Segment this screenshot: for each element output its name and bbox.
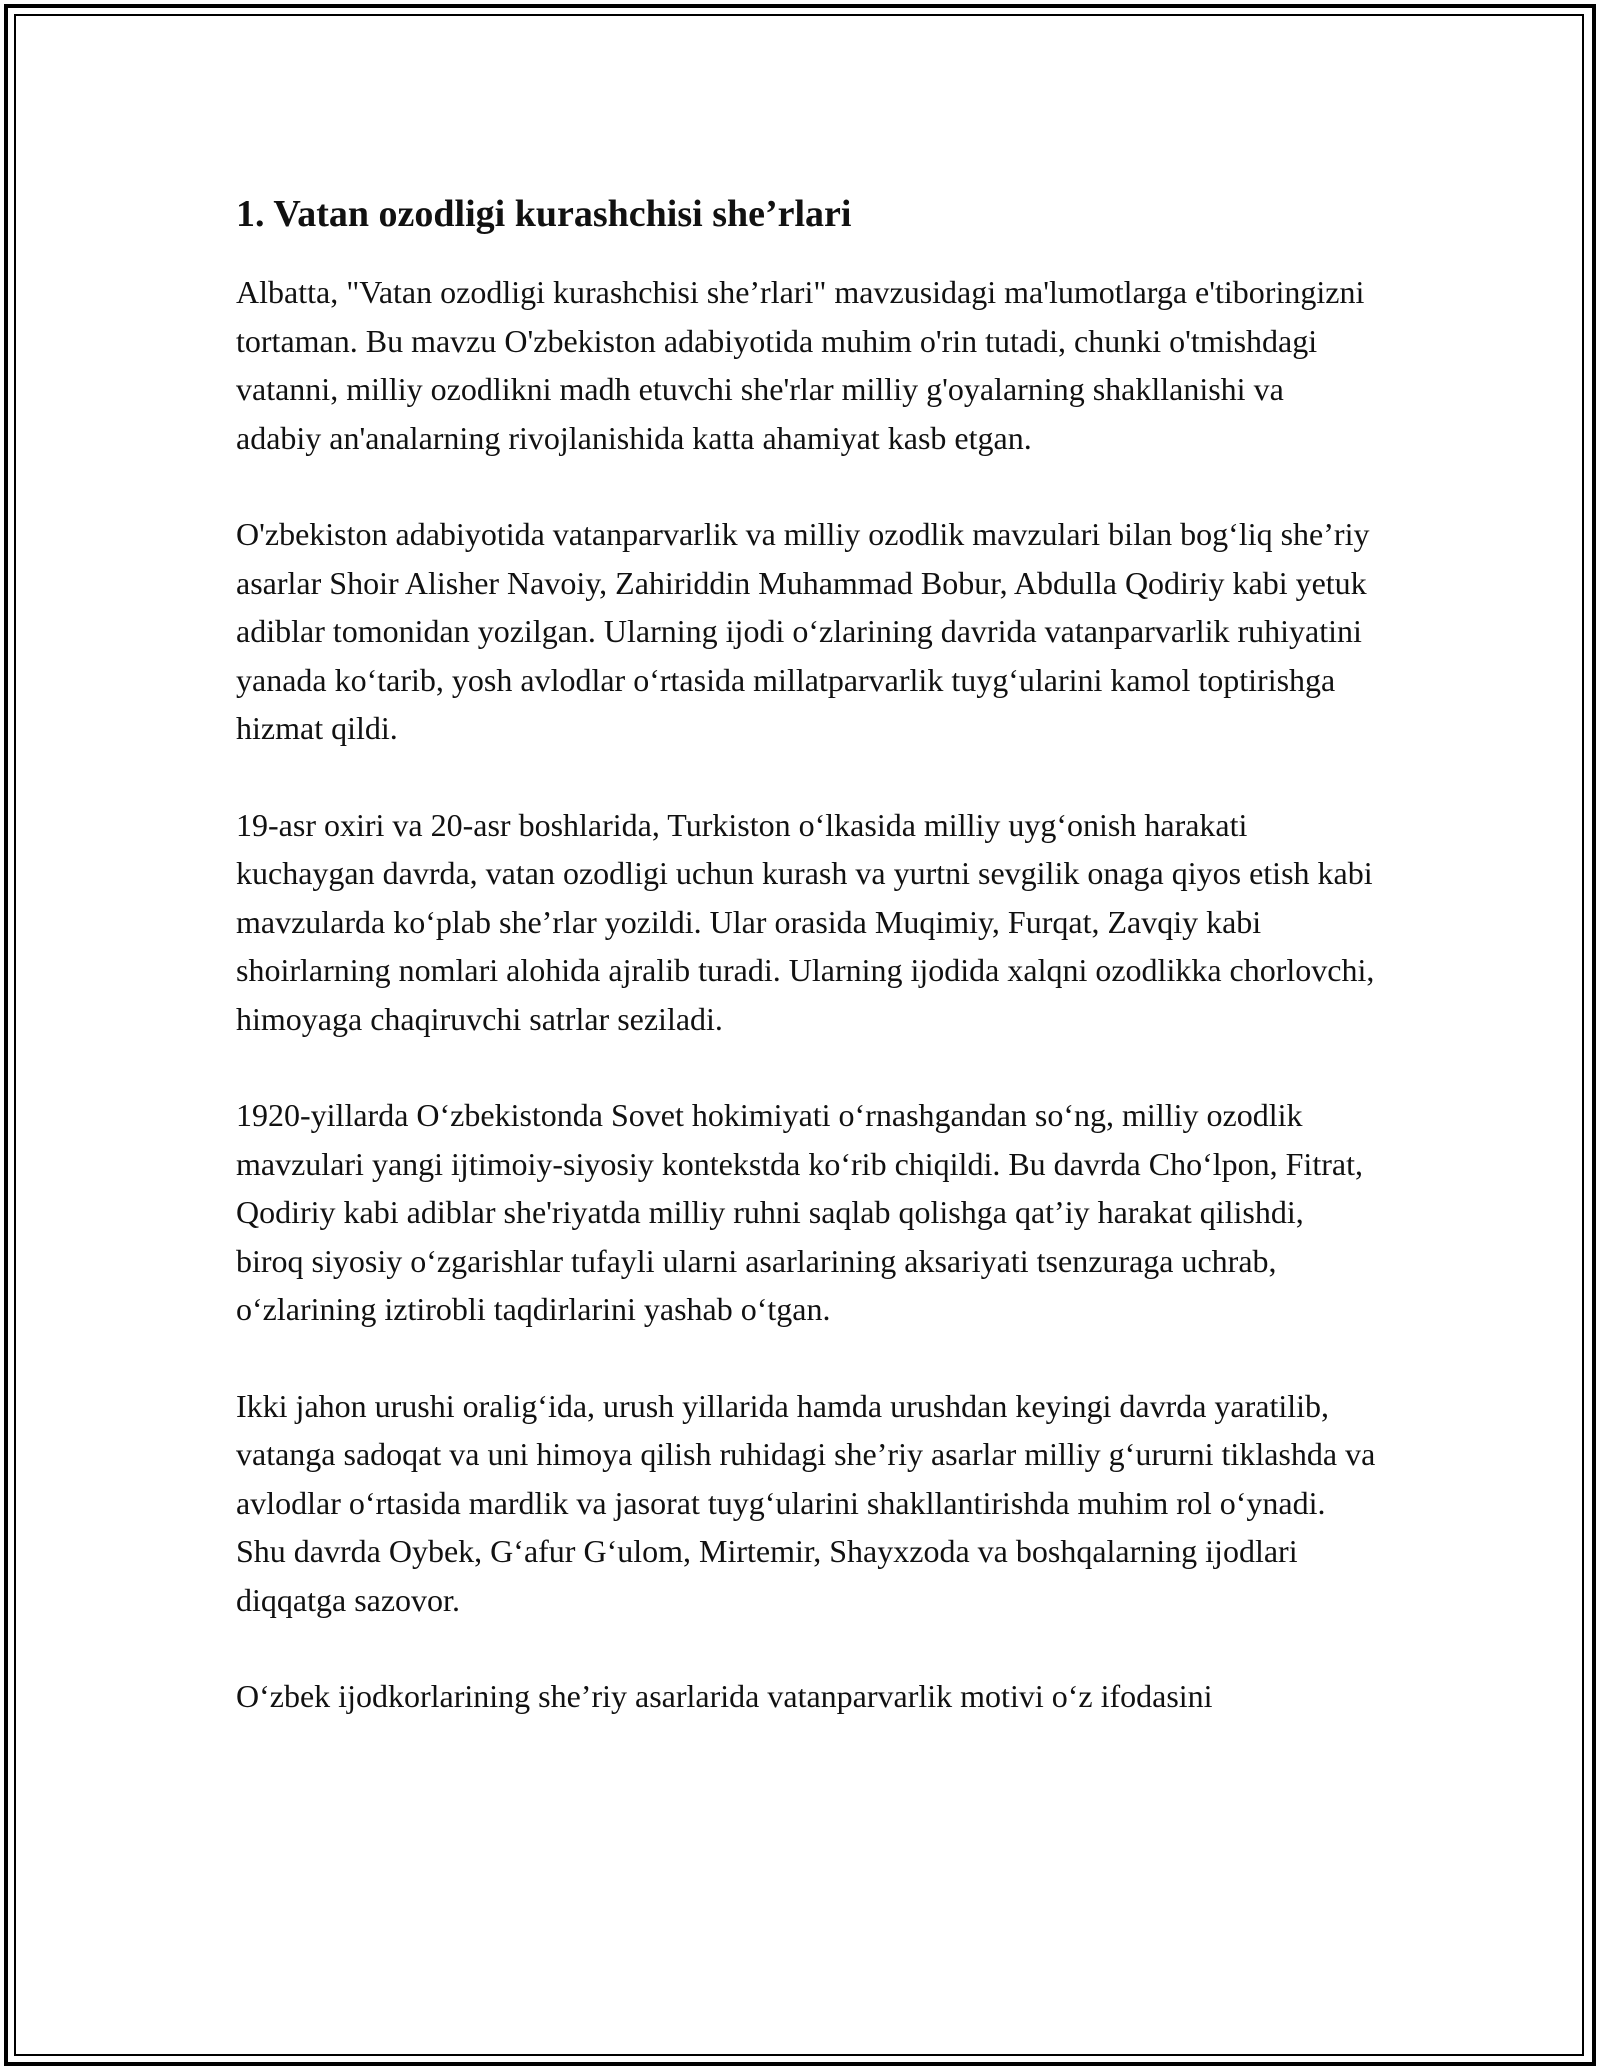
paragraph-national-awakening: 19-asr oxiri va 20-asr boshlarida, Turkiston o‘lkasida milliy uyg‘onish harakati kuchaygan davrda, vatan ozodligi uchun kurash va yurtni sevgilik onaga qiyos etish kabi mavzularda ko‘plab she’rlar yozildi. Ular orasida Muqimiy, Furqat, Zavqiy kabi shoirlarning nomlari alohida ajralib turadi. Ularning ijodida xalqni ozodlikka chorlovchi, himoyaga chaqiruvchi satrlar seziladi. xyxy=(236,806,1375,1037)
section-heading: 1. Vatan ozodligi kurashchisi she’rlari xyxy=(236,193,852,235)
document-body xyxy=(236,190,1376,1769)
paragraph-continuation: O‘zbek ijodkorlarining she’riy asarlarida vatanparvarlik motivi o‘z ifodasini xyxy=(236,1678,1213,1714)
paragraph-war-years: Ikki jahon urushi oralig‘ida, urush yillarida hamda urushdan keyingi davrda yaratilib, vatanga sadoqat va uni himoya qilish ruhidagi she’riy asarlar milliy g‘ururni tiklashda va avlodlar o‘rtasida mardlik va jasorat tuyg‘ularini shakllantirishda muhim rol o‘ynadi. Shu davrda Oybek, G‘afur G‘ulom, Mirtemir, Shayxzoda va boshqalarning ijodlari diqqatga sazovor. xyxy=(236,1387,1376,1618)
paragraph-classical-poets: O'zbekiston adabiyotida vatanparvarlik va milliy ozodlik mavzulari bilan bog‘liq she’riy asarlar Shoir Alisher Navoiy, Zahiriddin Muhammad Bobur, Abdulla Qodiriy kabi yetuk adiblar tomonidan yozilgan. Ularning ijodi o‘zlarining davrida vatanparvarlik ruhiyatini yanada ko‘tarib, yosh avlodlar o‘rtasida millatparvarlik tuyg‘ularini kamol toptirishga hizmat qildi. xyxy=(236,516,1370,746)
paragraph-intro: Albatta, "Vatan ozodligi kurashchisi she’rlari" mavzusidagi ma'lumotlarga e'tiboringizni tortaman. Bu mavzu O'zbekiston adabiyotida muhim o'rin tutadi, chunki o'tmishdagi vatanni, milliy ozodlikni madh etuvchi she'rlar milliy g'oyalarning shakllanishi va adabiy an'analarning rivojlanishida katta ahamiyat kasb etgan. xyxy=(236,274,1365,456)
paragraph-soviet-period: 1920-yillarda O‘zbekistonda Sovet hokimiyati o‘rnashgandan so‘ng, milliy ozodlik mavzulari yangi ijtimoiy-siyosiy kontekstda ko‘rib chiqildi. Bu davrda Cho‘lpon, Fitrat, Qodiriy kabi adiblar she'riyatda milliy ruhni saqlab qolishga qat’iy harakat qilishdi, biroq siyosiy o‘zgarishlar tufayli ularni asarlarining aksariyati tsenzuraga uchrab, o‘zlarining iztirobli taqdirlarini yashab o‘tgan. xyxy=(236,1097,1363,1327)
